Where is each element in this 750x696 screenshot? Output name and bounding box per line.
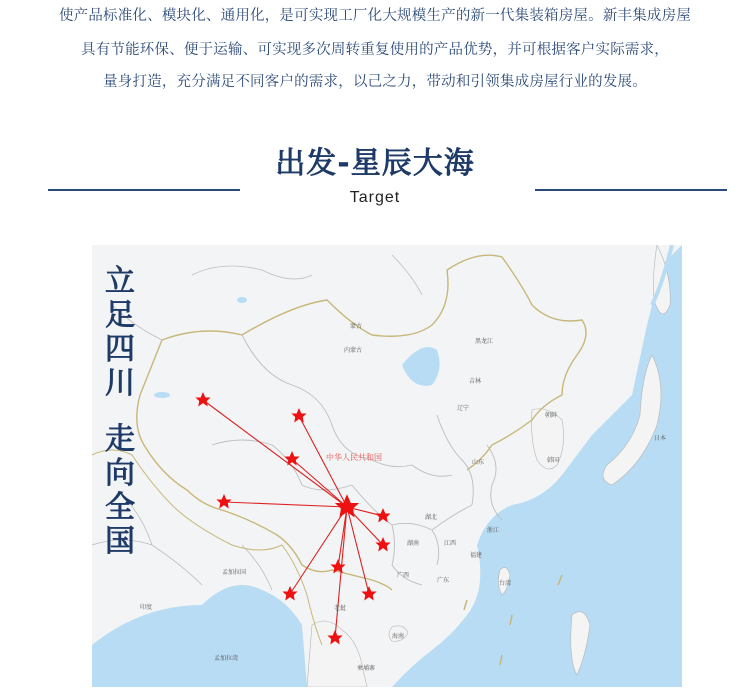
label-laos: 老挝 <box>334 605 347 612</box>
label-guangxi: 广西 <box>397 572 410 579</box>
label-jilin: 吉林 <box>469 378 482 385</box>
label-heilongjiang: 黑龙江 <box>475 338 494 345</box>
map-graphic <box>92 245 682 687</box>
label-liaoning: 辽宁 <box>457 405 470 412</box>
route-map <box>92 245 682 687</box>
label-japan: 日本 <box>654 435 667 442</box>
label-shandong: 山东 <box>472 459 485 466</box>
slogan-char: 四 <box>105 332 135 367</box>
slogan-char: 向 <box>105 456 135 491</box>
section-subtitle: Target <box>349 189 401 206</box>
slogan-char: 走 <box>105 422 135 457</box>
label-guangdong: 广东 <box>437 577 450 584</box>
label-bay-of-bengal: 孟加拉湾 <box>214 655 239 662</box>
intro-line-3: 量身打造，充分满足不同客户的需求，以己之力，带动和引领集成房屋行业的发展。 <box>103 74 647 90</box>
label-hubei: 湖北 <box>425 514 438 521</box>
label-hainan: 海南 <box>392 633 405 640</box>
label-taiwan: 台湾 <box>499 580 512 587</box>
label-hunan: 湖南 <box>407 540 420 547</box>
section-title: 出发-星辰大海 <box>275 146 475 181</box>
slogan-char: 足 <box>105 298 135 333</box>
label-china: 中华人民共和国 <box>326 453 382 462</box>
slogan-char: 立 <box>105 264 135 299</box>
label-fujian: 福建 <box>470 552 483 559</box>
label-jiangxi: 江西 <box>444 540 457 547</box>
label-bangladesh: 孟加拉国 <box>222 569 247 576</box>
label-north-korea: 朝鲜 <box>545 412 558 419</box>
label-south-korea: 韩国 <box>547 457 560 464</box>
slogan-char: 川 <box>105 366 135 401</box>
label-inner-mongolia: 内蒙古 <box>344 347 363 354</box>
label-zhejiang: 浙江 <box>487 527 500 534</box>
slogan-vertical <box>100 265 140 559</box>
slogan-char: 全 <box>105 490 135 525</box>
slogan-gap <box>100 401 140 423</box>
intro-line-1: 使产品标准化、模块化、通用化，是可实现工厂化大规模生产的新一代集装箱房屋。新丰集成房屋 <box>58 8 692 24</box>
slogan-char: 国 <box>105 524 135 559</box>
intro-line-2: 具有节能环保、便于运输、可实现多次周转重复使用的产品优势，并可根据客户实际需求， <box>81 42 669 58</box>
label-mongolia: 蒙古 <box>350 323 363 330</box>
hub-star-sichuan <box>335 494 359 517</box>
label-cambodia: 柬埔寨 <box>357 665 376 672</box>
label-india: 印度 <box>140 604 153 611</box>
